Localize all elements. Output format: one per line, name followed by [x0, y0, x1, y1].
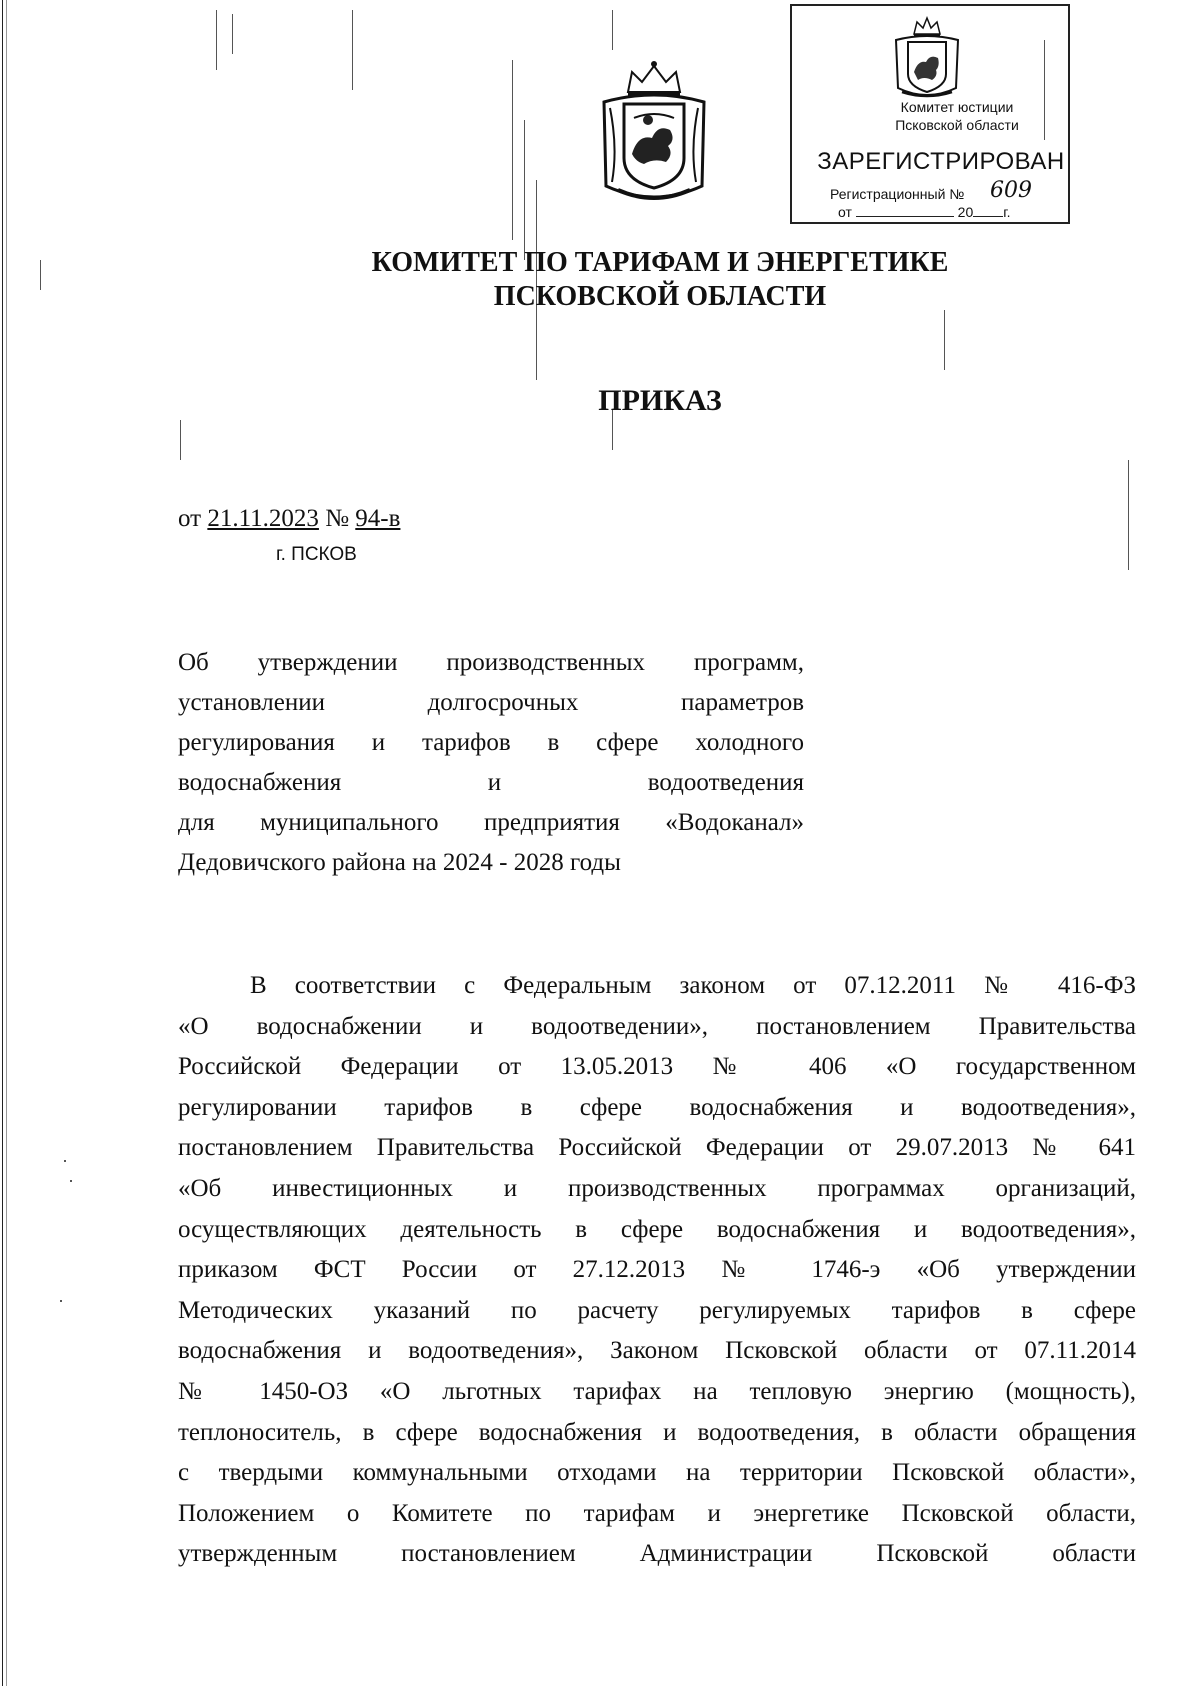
scan-noise: [60, 1300, 62, 1302]
body-line: Положением о Комитете по тарифам и энергетике Псковской области,: [178, 1499, 1136, 1527]
scan-noise: [216, 10, 217, 70]
document-type: ПРИКАЗ: [598, 384, 722, 417]
scan-noise: [64, 1160, 66, 1162]
body-line: с твердыми коммунальными отходами на территории Псковской области»,: [178, 1459, 1136, 1487]
body-line: «Об инвестиционных и производственных программах организаций,: [178, 1174, 1136, 1202]
body-line: теплоноситель, в сфере водоснабжения и водоотведения, в области обращения: [178, 1418, 1136, 1446]
body-line: Российской Федерации от 13.05.2013 № 406 «О государственном: [178, 1053, 1136, 1081]
body-line: Методических указаний по расчету регулируемых тарифов в сфере: [178, 1296, 1136, 1324]
scan-noise: [1128, 460, 1129, 570]
date-prefix: от: [178, 505, 202, 532]
document-subject: [178, 643, 804, 883]
body-line: В соответствии с Федеральным законом от 07.12.2011 № 416-ФЗ: [250, 972, 1136, 999]
coat-of-arms-emblem: [598, 58, 710, 206]
stamp-organization: [852, 98, 1062, 134]
organization-name-line: ПСКОВСКОЙ ОБЛАСТИ: [493, 281, 827, 312]
body-line: № 1450-ОЗ «О льготных тарифах на тепловую энергию (мощность),: [178, 1377, 1136, 1405]
scan-noise: [232, 14, 233, 54]
registration-stamp: [790, 4, 1070, 224]
body-line: утвержденным постановлением Администрации Псковской области: [178, 1540, 1136, 1568]
body-line: приказом ФСТ России от 27.12.2013 № 1746-э «Об утверждении: [178, 1256, 1136, 1284]
scan-noise: [70, 1180, 72, 1182]
subject-line: для муниципального предприятия «Водоканал»: [178, 809, 804, 836]
scan-noise: [40, 260, 41, 290]
scan-edge-line: [6, 0, 7, 1686]
subject-line: установлении долгосрочных параметров: [178, 689, 804, 716]
organization-name-line: КОМИТЕТ ПО ТАРИФАМ И ЭНЕРГЕТИКЕ: [371, 247, 949, 278]
stamp-date-prefix: от: [838, 204, 852, 220]
subject-line: Дедовичского района на 2024 - 2028 годы: [178, 849, 621, 876]
stamp-coat-of-arms-icon: [892, 14, 962, 100]
body-line: постановлением Правительства Российской Федерации от 29.07.2013 № 641: [178, 1134, 1136, 1162]
organization-name: [300, 246, 1020, 314]
stamp-title: ЗАРЕГИСТРИРОВАН: [817, 148, 1065, 175]
scan-noise: [524, 120, 525, 260]
number-sign: №: [325, 505, 350, 532]
body-line: «О водоснабжении и водоотведении», постановлением Правительства: [178, 1012, 1136, 1040]
scan-noise: [180, 420, 181, 460]
stamp-org-line: Псковской области: [895, 117, 1019, 133]
document-body: [178, 966, 1136, 1575]
document-city: г. ПСКОВ: [276, 544, 357, 565]
body-line: осуществляющих деятельность в сфере водоснабжения и водоотведения»,: [178, 1215, 1136, 1243]
scan-noise: [612, 10, 613, 50]
document-date: 21.11.2023: [207, 505, 319, 532]
scan-edge-line: [2, 0, 3, 1686]
stamp-reg-number: 609: [990, 178, 1032, 203]
document-date-number: [178, 505, 400, 533]
scan-noise: [352, 10, 353, 90]
subject-line: Об утверждении производственных программ,: [178, 649, 804, 676]
subject-line: водоснабжения и водоотведения: [178, 769, 804, 796]
document-number: 94-в: [355, 505, 401, 532]
stamp-reg-label: Регистрационный №: [830, 186, 965, 202]
stamp-date-year-prefix: 20: [957, 204, 974, 220]
body-line: регулировании тарифов в сфере водоснабжения и водоотведения»,: [178, 1093, 1136, 1121]
stamp-date-year-suffix: г.: [1003, 204, 1011, 220]
scan-noise: [944, 310, 945, 370]
stamp-date-year-blank: [973, 204, 1003, 217]
body-line: водоснабжения и водоотведения», Законом Псковской области от 07.11.2014: [178, 1337, 1136, 1365]
stamp-date: [838, 204, 1011, 220]
stamp-date-blank: [856, 204, 954, 217]
subject-line: регулирования и тарифов в сфере холодного: [178, 729, 804, 756]
stamp-org-line: Комитет юстиции: [900, 99, 1014, 115]
scan-noise: [512, 60, 513, 240]
